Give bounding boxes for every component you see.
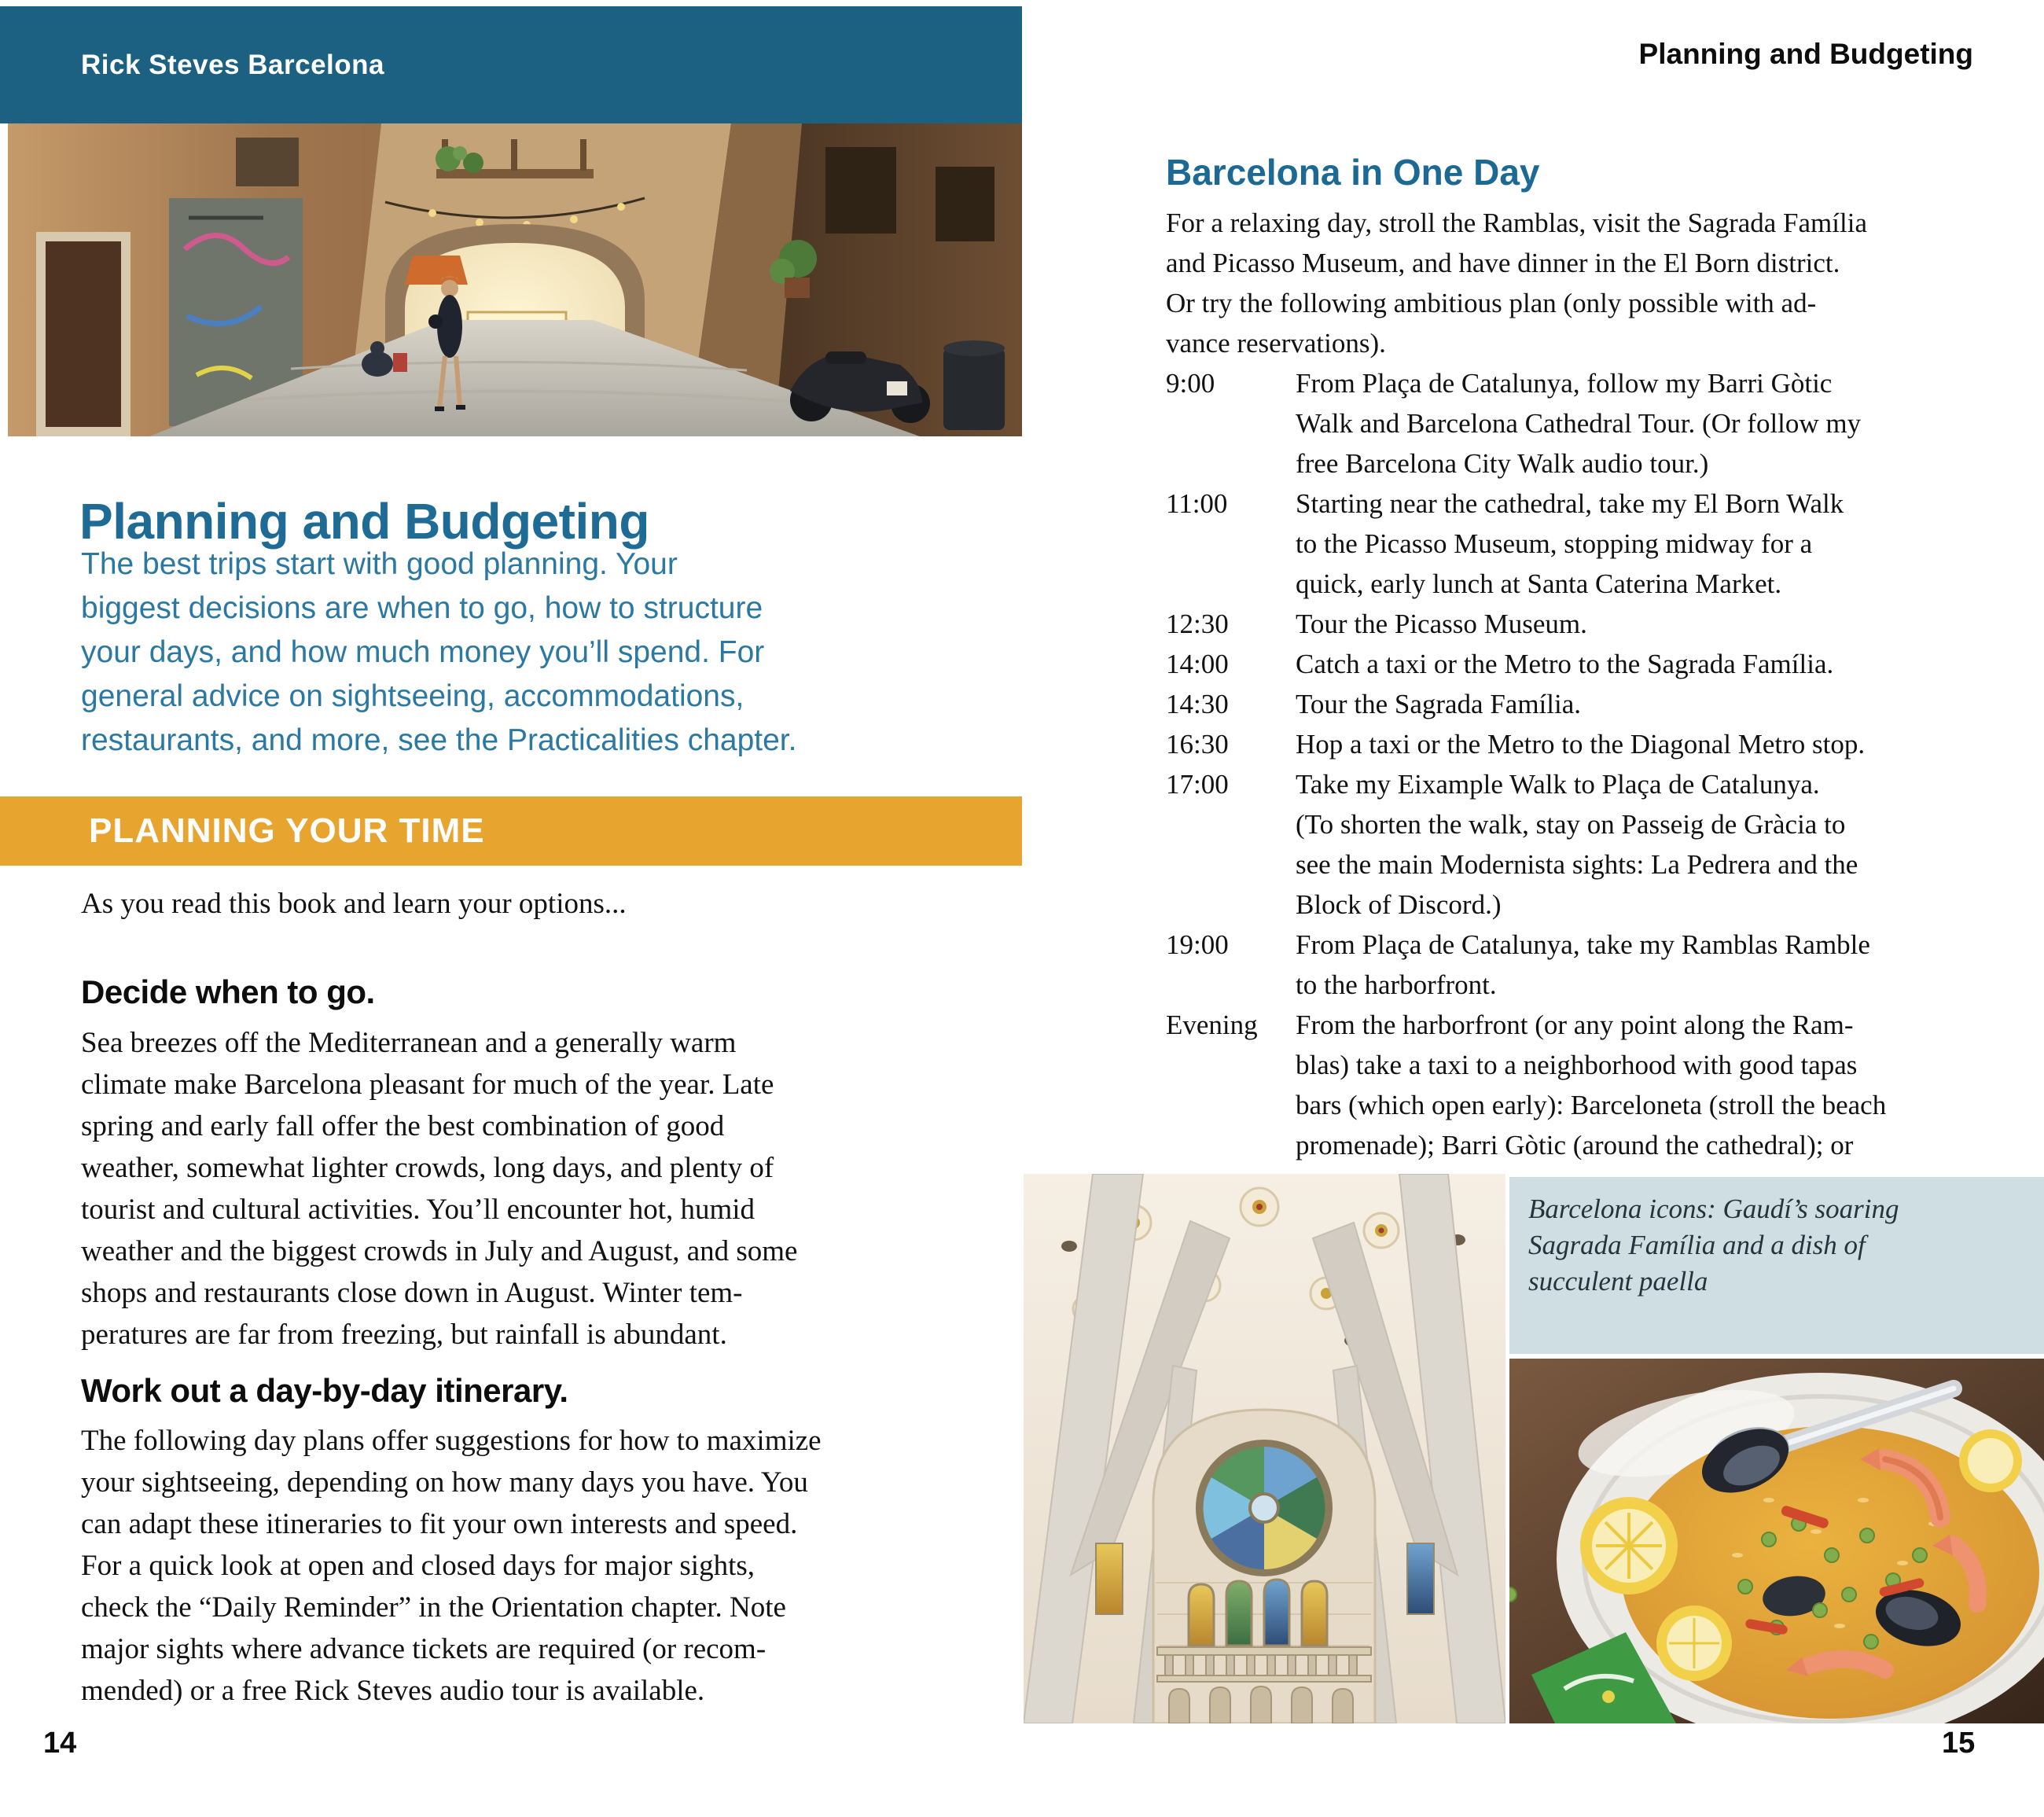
- text-line: The best trips start with good planning. Your: [81, 547, 678, 581]
- itinerary-description: [1296, 644, 2015, 684]
- street-photo: [8, 123, 1022, 436]
- itinerary-description: [1296, 724, 2015, 764]
- text-line: your sightseeing, depending on how many days you have. You: [81, 1466, 808, 1499]
- text-line: Tour the Picasso Museum.: [1296, 609, 1587, 639]
- itinerary-row: [1166, 764, 2015, 925]
- text-line: weather and the biggest crowds in July and August, and some: [81, 1235, 798, 1267]
- lead-in-text: As you read this book and learn your options...: [81, 888, 627, 920]
- photo-caption-box: [1509, 1177, 2044, 1354]
- itinerary-time: 14:00: [1166, 649, 1229, 679]
- text-line: For a relaxing day, stroll the Ramblas, visit the Sagrada Família: [1166, 208, 1867, 238]
- itinerary-description: [1296, 484, 2015, 604]
- section-banner: [0, 796, 1022, 866]
- text-line: Barcelona icons: Gaudí’s soaring: [1528, 1194, 1899, 1224]
- left-running-header-bar: [0, 6, 1022, 123]
- text-line: shops and restaurants close down in August. Winter tem-: [81, 1277, 743, 1309]
- itinerary-time: Evening: [1166, 1010, 1258, 1040]
- itinerary-time: 11:00: [1166, 488, 1228, 519]
- photo-caption: [1528, 1191, 1899, 1300]
- text-line: major sights where advance tickets are required (or recom-: [81, 1633, 766, 1665]
- text-line: Catch a taxi or the Metro to the Sagrada Família.: [1296, 649, 1834, 679]
- page-number-left: 14: [43, 1727, 77, 1760]
- barcelona-alley-illustration: [8, 123, 1022, 436]
- text-line: Starting near the cathedral, take my El Born Walk: [1296, 488, 1844, 519]
- text-line: Block of Discord.): [1296, 889, 1502, 920]
- old-door: [46, 241, 121, 427]
- text-line: (To shorten the walk, stay on Passeig de Gràcia to: [1296, 809, 1846, 840]
- book-title-label: Rick Steves Barcelona: [81, 49, 384, 80]
- text-line: Sagrada Família and a dish of: [1528, 1230, 1866, 1260]
- subsection-body-decide: [81, 1022, 797, 1355]
- text-line: From the harborfront (or any point along the Ram-: [1296, 1010, 1854, 1040]
- text-line: see the main Modernista sights: La Pedrera and the: [1296, 849, 1858, 880]
- itinerary-time: 16:30: [1166, 729, 1229, 760]
- text-line: succulent paella: [1528, 1266, 1708, 1297]
- itinerary-time: 14:30: [1166, 689, 1229, 719]
- itinerary-row: [1166, 925, 2015, 1005]
- itinerary-time: 17:00: [1166, 769, 1229, 800]
- itinerary-row: [1166, 644, 2015, 684]
- text-line: Sea breezes off the Mediterranean and a generally warm: [81, 1027, 737, 1059]
- itinerary-row: [1166, 724, 2015, 764]
- itinerary-row: [1166, 604, 2015, 644]
- one-day-intro: [1166, 203, 1867, 363]
- text-line: mended) or a free Rick Steves audio tour is available.: [81, 1675, 705, 1707]
- text-line: general advice on sightseeing, accommodations,: [81, 679, 744, 713]
- text-line: quick, early lunch at Santa Caterina Market.: [1296, 568, 1782, 599]
- text-line: weather, somewhat lighter crowds, long days, and plenty of: [81, 1152, 774, 1184]
- one-day-heading: Barcelona in One Day: [1166, 152, 1540, 193]
- paella-dish-illustration: [1509, 1359, 2044, 1723]
- text-line: check the “Daily Reminder” in the Orientation chapter. Note: [81, 1591, 786, 1624]
- itinerary-row: [1166, 1005, 2015, 1165]
- text-line: Take my Eixample Walk to Plaça de Catalunya.: [1296, 769, 1820, 800]
- text-line: The following day plans offer suggestions for how to maximize: [81, 1425, 822, 1457]
- text-line: peratures are far from freezing, but rainfall is abundant.: [81, 1319, 727, 1351]
- text-line: climate make Barcelona pleasant for much of the year. Late: [81, 1068, 774, 1101]
- text-line: biggest decisions are when to go, how to structure: [81, 591, 763, 625]
- text-line: blas) take a taxi to a neighborhood with good tapas: [1296, 1050, 1858, 1080]
- itinerary-row: [1166, 484, 2015, 604]
- itinerary-row: [1166, 363, 2015, 484]
- itinerary-list: [1166, 363, 2015, 1165]
- text-line: From Plaça de Catalunya, take my Ramblas Ramble: [1296, 929, 1870, 960]
- itinerary-time: 9:00: [1166, 368, 1215, 399]
- itinerary-description: [1296, 925, 2015, 1005]
- text-line: Hop a taxi or the Metro to the Diagonal Metro stop.: [1296, 729, 1866, 760]
- text-line: From Plaça de Catalunya, follow my Barri Gòtic: [1296, 368, 1833, 399]
- text-line: spring and early fall offer the best combination of good: [81, 1110, 725, 1142]
- chapter-intro: [81, 543, 796, 763]
- text-line: promenade); Barri Gòtic (around the cathedral); or: [1296, 1130, 1854, 1160]
- chapter-title: Planning and Budgeting: [79, 493, 649, 550]
- trash-bin: [943, 340, 1005, 430]
- text-line: bars (which open early): Barceloneta (stroll the beach: [1296, 1090, 1887, 1120]
- text-line: restaurants, and more, see the Practicalities chapter.: [81, 723, 797, 757]
- itinerary-description: [1296, 363, 2015, 484]
- sagrada-familia-photo: [1024, 1174, 1505, 1723]
- subsection-body-itinerary: [81, 1420, 822, 1712]
- text-line: Tour the Sagrada Família.: [1296, 689, 1582, 719]
- subsection-heading-decide: Decide when to go.: [81, 973, 375, 1010]
- rose-window: [1200, 1444, 1329, 1572]
- itinerary-description: [1296, 604, 2015, 644]
- subsection-heading-itinerary: Work out a day-by-day itinerary.: [81, 1372, 568, 1409]
- sagrada-familia-interior-illustration: [1024, 1174, 1505, 1723]
- orange-awning: [405, 256, 468, 285]
- text-line: free Barcelona City Walk audio tour.): [1296, 448, 1709, 479]
- text-line: For a quick look at open and closed days for major sights,: [81, 1550, 755, 1582]
- text-line: to the harborfront.: [1296, 969, 1497, 1000]
- text-line: Or try the following ambitious plan (only possible with ad-: [1166, 288, 1817, 318]
- itinerary-row: [1166, 684, 2015, 724]
- text-line: can adapt these itineraries to fit your own interests and speed.: [81, 1508, 798, 1540]
- text-line: and Picasso Museum, and have dinner in the El Born district.: [1166, 248, 1840, 278]
- itinerary-description: [1296, 684, 2015, 724]
- text-line: Walk and Barcelona Cathedral Tour. (Or follow my: [1296, 408, 1862, 439]
- itinerary-time: 19:00: [1166, 929, 1229, 960]
- page-number-right: 15: [1942, 1727, 1976, 1760]
- text-line: tourist and cultural activities. You’ll encounter hot, humid: [81, 1194, 755, 1226]
- itinerary-description: [1296, 764, 2015, 925]
- paella-photo: [1509, 1359, 2044, 1723]
- text-line: vance reservations).: [1166, 328, 1386, 359]
- itinerary-time: 12:30: [1166, 609, 1229, 639]
- text-line: your days, and how much money you’ll spend. For: [81, 635, 765, 669]
- text-line: to the Picasso Museum, stopping midway for a: [1296, 528, 1813, 559]
- right-running-header: Planning and Budgeting: [1638, 38, 1973, 70]
- section-banner-label: PLANNING YOUR TIME: [89, 811, 485, 850]
- itinerary-description: [1296, 1005, 2015, 1165]
